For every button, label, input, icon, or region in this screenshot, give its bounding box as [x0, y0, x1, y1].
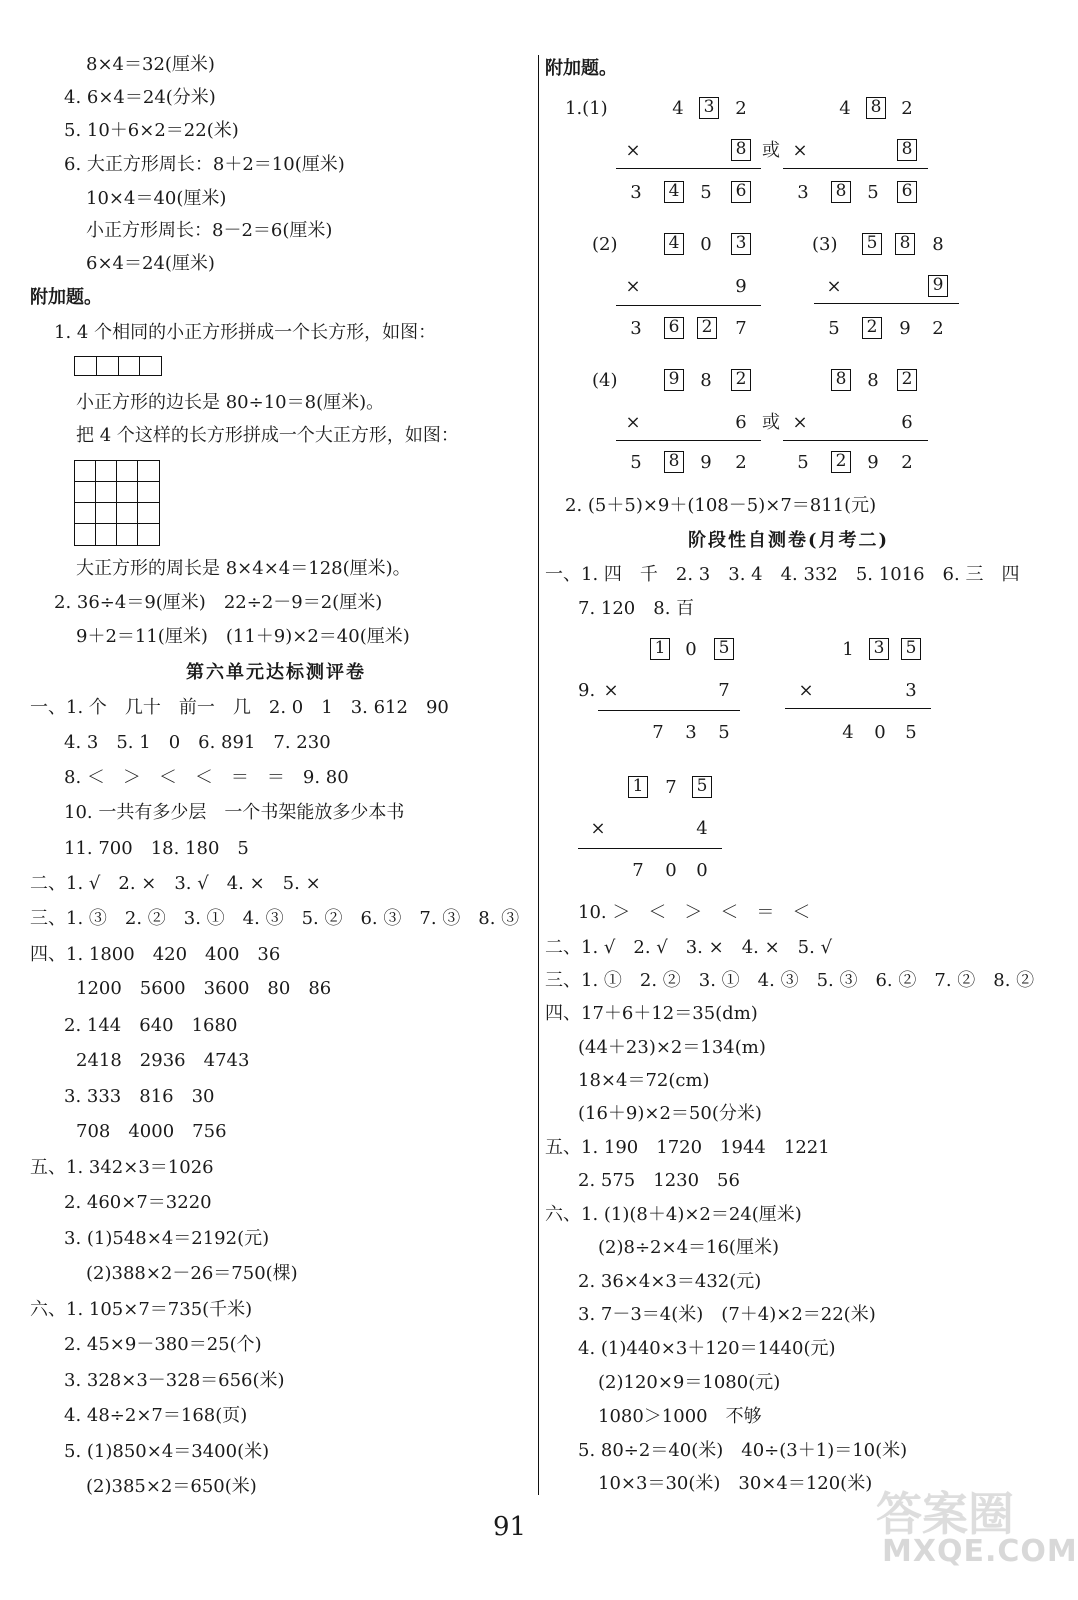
digit: 3	[797, 182, 809, 203]
answer-line: 4. 3 5. 1 0 6. 891 7. 230	[64, 732, 331, 753]
digit-box: 8	[731, 139, 751, 161]
digit: 4	[839, 98, 851, 119]
answer-line: 二、1. √ 2. × 3. √ 4. × 5. ×	[30, 873, 321, 894]
section-title: 第六单元达标测评卷	[186, 662, 366, 683]
digit: 9	[735, 276, 747, 297]
digit: 9	[899, 318, 911, 339]
digit: 2	[735, 452, 747, 473]
digit: 5	[828, 318, 840, 339]
digit: 1	[842, 639, 854, 660]
answer-line: 18×4＝72(cm)	[578, 1070, 710, 1091]
answer-line: 5. 80÷2＝40(米) 40÷(3＋1)＝10(米)	[578, 1440, 908, 1461]
answer-line: 4. (1)440×3＋120＝1440(元)	[578, 1338, 836, 1359]
problem-label: 9.	[578, 680, 596, 701]
digit: 6	[901, 412, 913, 433]
rectangle-figure	[74, 356, 162, 376]
digit: 8	[700, 370, 712, 391]
digit-box: 9	[664, 369, 684, 391]
answer-line: 一、1. 四 千 2. 3 3. 4 4. 332 5. 1016 6. 三 四	[545, 564, 1020, 585]
times-sign: ×	[625, 276, 641, 297]
answer-line: 大正方形的周长是 8×4×4＝128(厘米)。	[76, 558, 411, 579]
answer-line: 2. 36×4×3＝432(元)	[578, 1271, 762, 1292]
answer-line: 708 4000 756	[76, 1121, 227, 1142]
digit: 2	[901, 452, 913, 473]
digit-box: 2	[897, 369, 917, 391]
underline	[783, 168, 928, 169]
answer-line: 10. 一共有多少层 一个书架能放多少本书	[64, 802, 405, 823]
problem-label: (2)	[592, 234, 618, 255]
answer-line: 7. 120 8. 百	[578, 598, 695, 619]
digit: 3	[630, 182, 642, 203]
underline	[785, 708, 931, 709]
digit: 8	[867, 370, 879, 391]
digit: 2	[901, 98, 913, 119]
digit: 6	[735, 412, 747, 433]
answer-line: 小正方形周长：8－2＝6(厘米)	[86, 220, 333, 241]
digit-box: 2	[697, 317, 717, 339]
times-sign: ×	[792, 412, 808, 433]
answer-line: 三、1. ① 2. ② 3. ① 4. ③ 5. ③ 6. ② 7. ② 8. ②	[545, 970, 1035, 991]
answer-line: 2. 460×7＝3220	[64, 1192, 212, 1213]
digit: 5	[718, 722, 730, 743]
answer-line: 三、1. ③ 2. ② 3. ① 4. ③ 5. ② 6. ③ 7. ③ 8. ③	[30, 908, 520, 929]
answer-line: 2. 575 1230 56	[578, 1170, 740, 1191]
digit-box: 8	[831, 181, 851, 203]
underline	[783, 440, 928, 441]
answer-line: (2)120×9＝1080(元)	[598, 1372, 781, 1393]
or-text: 或	[762, 412, 780, 433]
times-sign: ×	[603, 680, 619, 701]
answer-line: 4. 6×4＝24(分米)	[64, 87, 216, 108]
digit: 0	[665, 860, 677, 881]
digit: 3	[685, 722, 697, 743]
answer-line: 把 4 个这样的长方形拼成一个大正方形，如图：	[76, 425, 459, 446]
digit-box: 2	[862, 317, 882, 339]
digit: 5	[630, 452, 642, 473]
digit: 3	[630, 318, 642, 339]
page-number: 91	[493, 1512, 527, 1542]
digit-box: 6	[731, 181, 751, 203]
section-title: 阶段性自测卷(月考二)	[688, 530, 890, 551]
answer-line: 5. 10＋6×2＝22(米)	[64, 120, 239, 141]
answer-line: 3. 333 816 30	[64, 1086, 215, 1107]
digit-box: 8	[831, 369, 851, 391]
digit-box: 1	[628, 776, 648, 798]
digit: 7	[652, 722, 664, 743]
answer-line: 3. (1)548×4＝2192(元)	[64, 1228, 270, 1249]
answer-line: 六、1. 105×7＝735(千米)	[30, 1299, 253, 1320]
underline	[616, 168, 761, 169]
digit-box: 2	[731, 369, 751, 391]
digit: 5	[905, 722, 917, 743]
digit-box: 8	[664, 451, 684, 473]
answer-line: 6×4＝24(厘米)	[86, 253, 215, 274]
answer-line: 2418 2936 4743	[76, 1050, 250, 1071]
times-sign: ×	[625, 140, 641, 161]
answer-line: 四、1. 1800 420 400 36	[30, 944, 281, 965]
digit: 9	[700, 452, 712, 473]
times-sign: ×	[792, 140, 808, 161]
answer-line: 10×4＝40(厘米)	[86, 188, 227, 209]
digit-box: 8	[895, 233, 915, 255]
answer-line: (2)385×2＝650(米)	[86, 1476, 257, 1497]
digit: 0	[874, 722, 886, 743]
digit: 7	[735, 318, 747, 339]
answer-line: 五、1. 190 1720 1944 1221	[545, 1137, 830, 1158]
square-grid-figure	[74, 460, 160, 546]
answer-line: 四、17＋6＋12＝35(dm)	[545, 1003, 758, 1024]
answer-line: (44＋23)×2＝134(m)	[578, 1037, 766, 1058]
underline	[598, 710, 740, 711]
answer-line: 1080＞1000 不够	[598, 1406, 762, 1427]
digit: 9	[867, 452, 879, 473]
answer-line: 五、1. 342×3＝1026	[30, 1157, 214, 1178]
answer-line: 11. 700 18. 180 5	[64, 838, 249, 859]
answer-line: 1. 4 个相同的小正方形拼成一个长方形，如图：	[54, 322, 437, 343]
digit: 0	[700, 234, 712, 255]
or-text: 或	[762, 140, 780, 161]
digit-box: 3	[699, 97, 719, 119]
answer-line: 二、1. √ 2. √ 3. × 4. × 5. √	[545, 937, 833, 958]
digit-box: 8	[866, 97, 886, 119]
digit: 7	[665, 777, 677, 798]
answer-line: 一、1. 个 几十 前一 几 2. 0 1 3. 612 90	[30, 697, 449, 718]
digit: 4	[696, 818, 708, 839]
answer-line: 2. 36÷4＝9(厘米) 22÷2－9＝2(厘米)	[54, 592, 383, 613]
times-sign: ×	[826, 276, 842, 297]
digit: 7	[718, 680, 730, 701]
answer-line: (2)388×2－26＝750(棵)	[86, 1263, 298, 1284]
answer-line: 3. 7－3＝4(米) (7＋4)×2＝22(米)	[578, 1304, 876, 1325]
digit-box: 6	[664, 317, 684, 339]
section-heading: 附加题。	[30, 287, 102, 308]
digit: 2	[735, 98, 747, 119]
digit-box: 4	[664, 181, 684, 203]
underline	[578, 848, 722, 849]
section-heading: 附加题。	[545, 58, 617, 79]
digit-box: 5	[862, 233, 882, 255]
digit: 0	[696, 860, 708, 881]
digit-box: 9	[928, 275, 948, 297]
digit-box: 6	[897, 181, 917, 203]
answer-line: (2)8÷2×4＝16(厘米)	[598, 1237, 779, 1258]
digit-box: 4	[664, 233, 684, 255]
watermark-url: MXQE.COM	[882, 1534, 1078, 1569]
digit: 3	[905, 680, 917, 701]
digit-box: 1	[650, 638, 670, 660]
answer-line: 8×4＝32(厘米)	[86, 54, 215, 75]
digit-box: 5	[714, 638, 734, 660]
times-sign: ×	[798, 680, 814, 701]
watermark-logo	[872, 1478, 1078, 1588]
digit: 5	[867, 182, 879, 203]
answer-line: 1200 5600 3600 80 86	[76, 978, 332, 999]
digit: 7	[632, 860, 644, 881]
watermark-text: 答案圈	[876, 1487, 1014, 1541]
digit-box: 8	[897, 139, 917, 161]
answer-line: 3. 328×3－328＝656(米)	[64, 1370, 285, 1391]
answer-line: (16＋9)×2＝50(分米)	[578, 1103, 762, 1124]
digit-box: 3	[731, 233, 751, 255]
column-divider	[538, 55, 539, 1495]
digit: 8	[932, 234, 944, 255]
answer-line: 六、1. (1)(8＋4)×2＝24(厘米)	[545, 1204, 802, 1225]
answer-line: 4. 48÷2×7＝168(页)	[64, 1405, 248, 1426]
underline	[616, 440, 761, 441]
problem-label: (4)	[592, 370, 618, 391]
times-sign: ×	[590, 818, 606, 839]
digit: 0	[685, 639, 697, 660]
answer-line: 9＋2＝11(厘米) (11＋9)×2＝40(厘米)	[76, 626, 410, 647]
underline	[616, 305, 761, 306]
answer-line: 6. 大正方形周长：8＋2＝10(厘米)	[64, 154, 345, 175]
times-sign: ×	[625, 412, 641, 433]
answer-line: 10×3＝30(米) 30×4＝120(米)	[598, 1473, 873, 1494]
digit: 4	[672, 98, 684, 119]
digit-box: 3	[869, 638, 889, 660]
digit-box: 5	[901, 638, 921, 660]
digit: 5	[700, 182, 712, 203]
underline	[814, 303, 959, 304]
digit-box: 5	[692, 776, 712, 798]
answer-line: 2. 144 640 1680	[64, 1015, 238, 1036]
problem-label: 1.(1)	[565, 98, 608, 119]
answer-line: 小正方形的边长是 80÷10＝8(厘米)。	[76, 392, 385, 413]
answer-line: 5. (1)850×4＝3400(米)	[64, 1441, 270, 1462]
answer-line: 8. ＜ ＞ ＜ ＜ ＝ ＝ 9. 80	[64, 767, 349, 788]
answer-line: 2. 45×9－380＝25(个)	[64, 1334, 262, 1355]
digit: 2	[932, 318, 944, 339]
answer-line: 2. (5＋5)×9＋(108－5)×7＝811(元)	[565, 495, 877, 516]
digit-box: 2	[831, 451, 851, 473]
digit: 4	[842, 722, 854, 743]
answer-line: 10. ＞ ＜ ＞ ＜ ＝ ＜	[578, 902, 811, 923]
problem-label: (3)	[812, 234, 838, 255]
digit: 5	[797, 452, 809, 473]
